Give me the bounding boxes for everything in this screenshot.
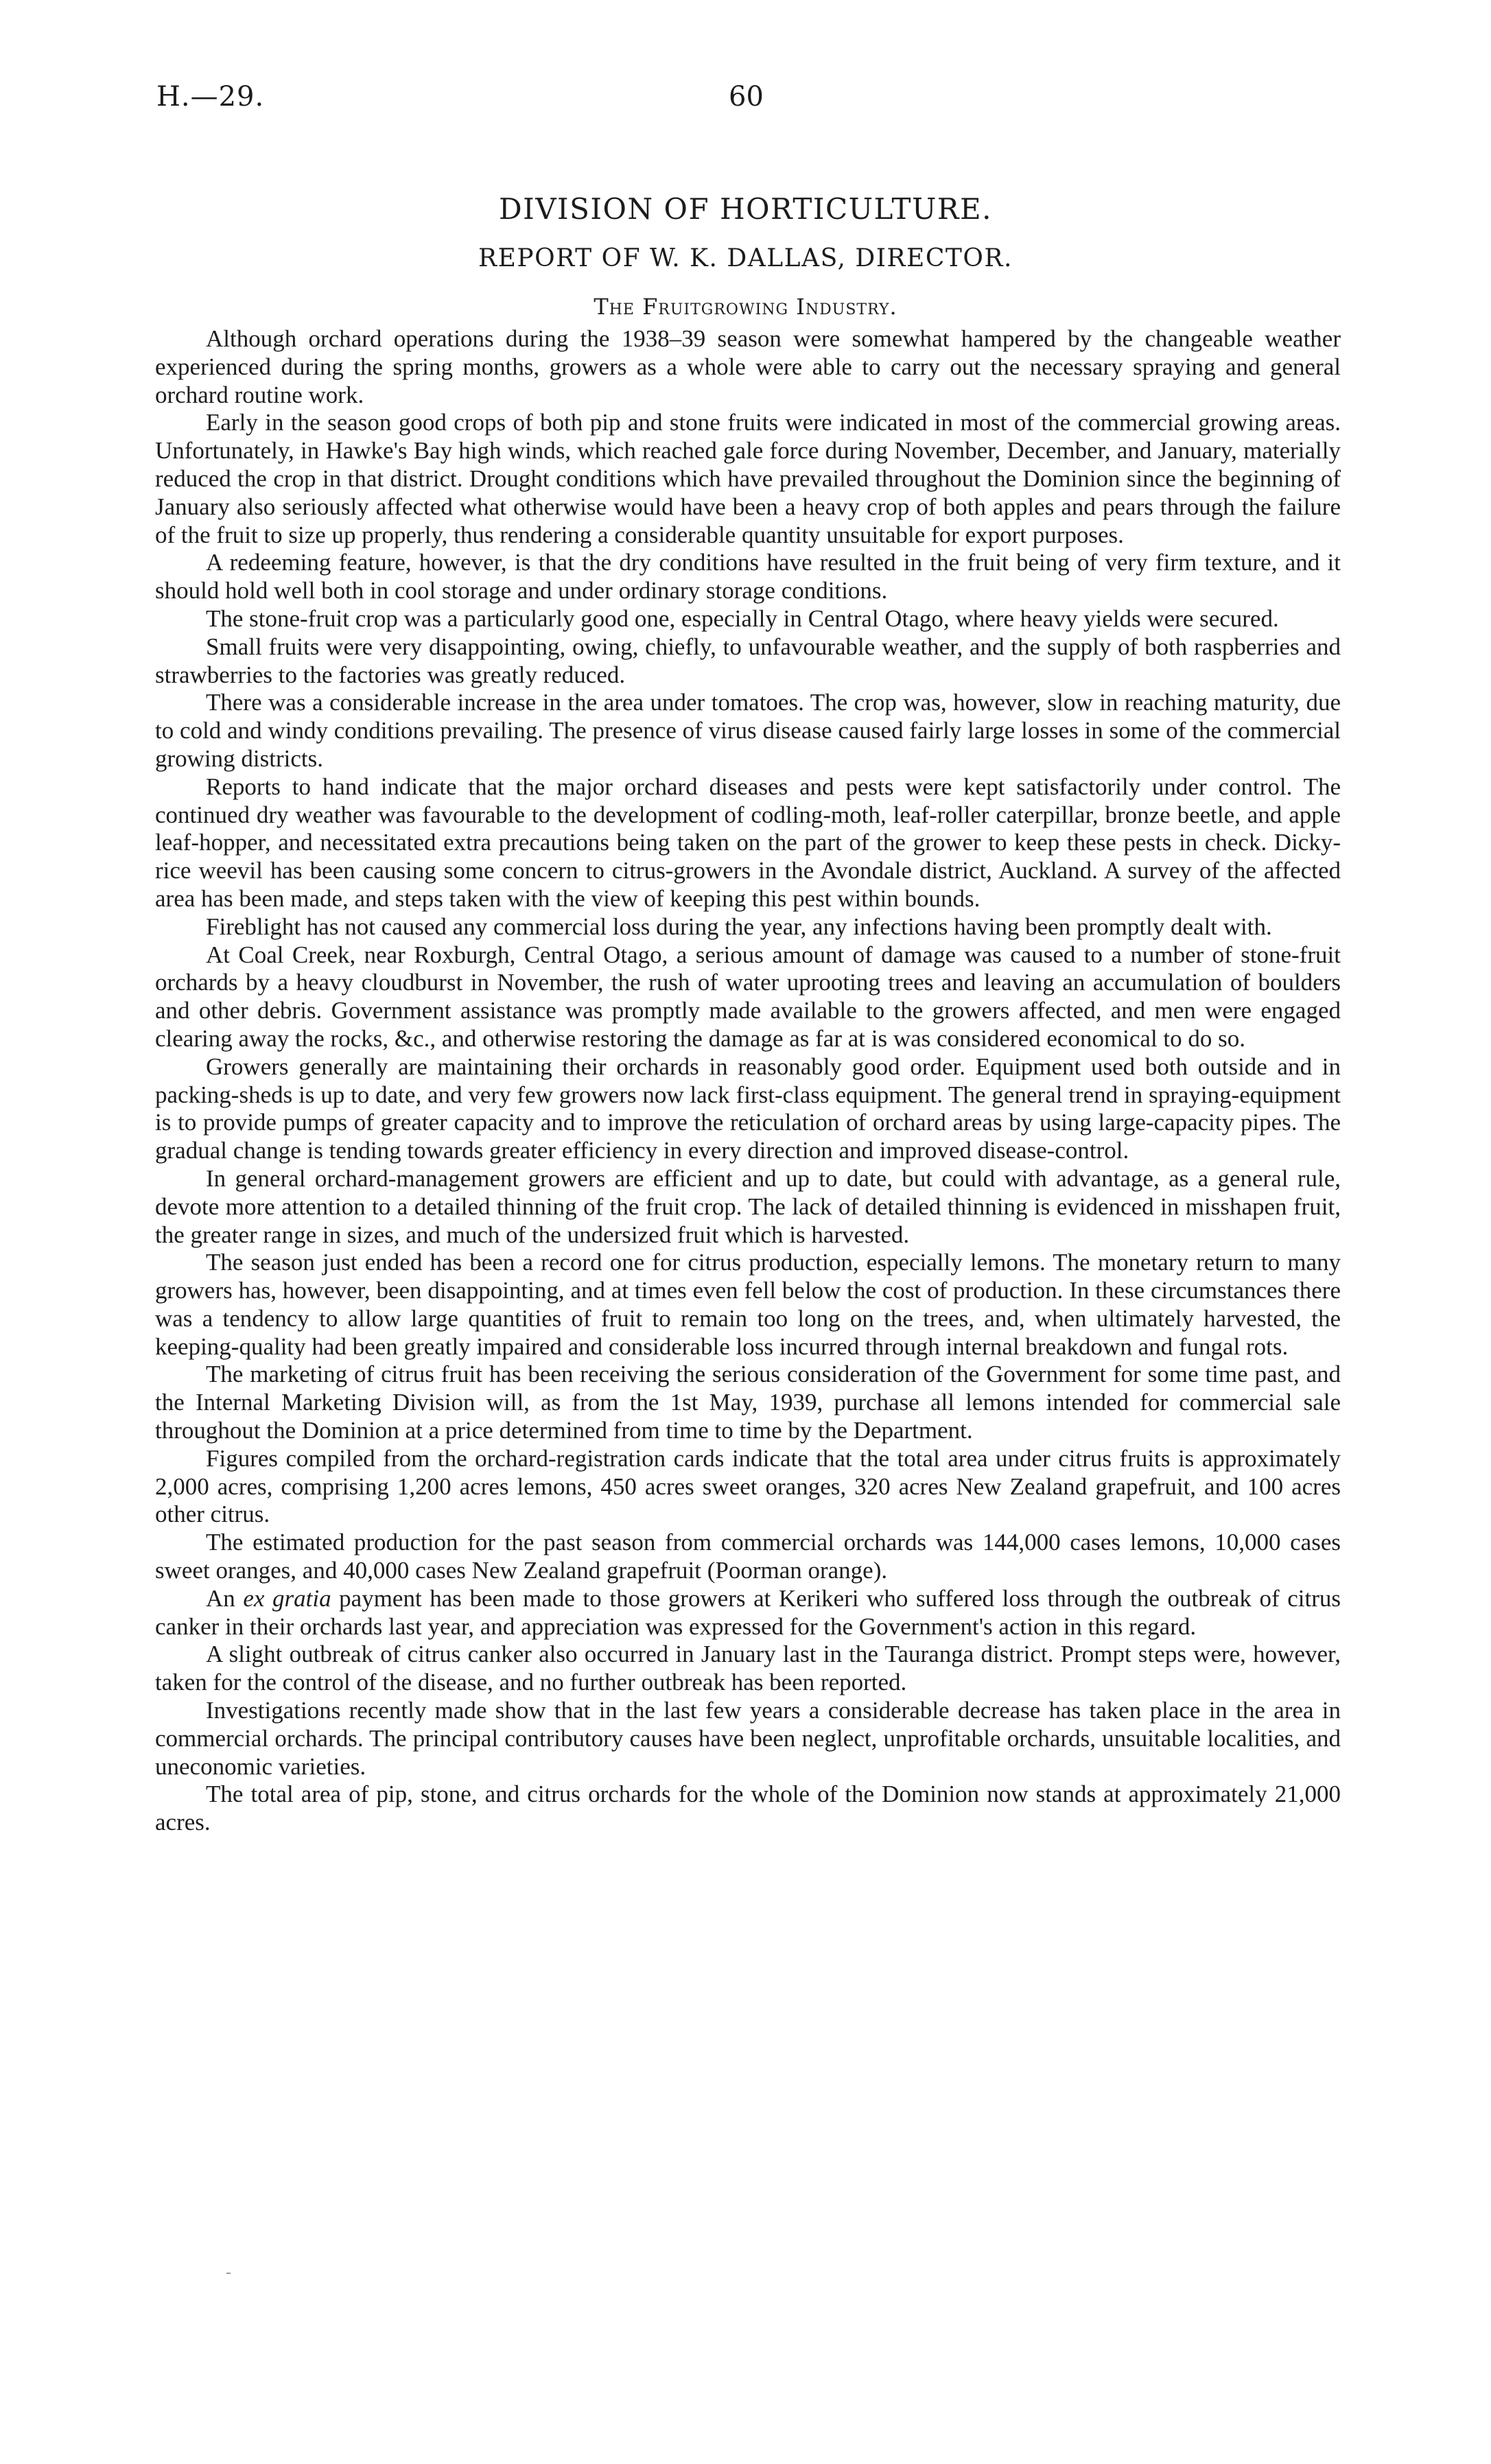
paragraph: The marketing of citrus fruit has been receiving the serious consideration of the Government for some time past, and the Internal Marketing Division will, as from the 1st May, 1939, purchase all lemons intended for commercial sale throughout the Dominion at a price determined from time to time by the Department. (155, 1361, 1341, 1444)
paragraph: Fireblight has not caused any commercial loss during the year, any infections having been promptly dealt with. (206, 913, 1272, 940)
paragraph: In general orchard-management growers are efficient and up to date, but could with advantage, as a general rule, devote more attention to a detailed thinning of the fruit crop. The lack of detailed thinning is evidenced in misshapen fruit, the greater range in sizes, and much of the undersized fruit which is harvested. (155, 1164, 1341, 1248)
paragraph: Early in the season good crops of both pip and stone fruits were indicated in most of the commercial growing areas. Unfortunately, in Hawke's Bay high winds, which reached gale force during November, December, and January, materially reduced the crop in that district. Drought conditions which have prevailed throughout the Dominion since the beginning of January also seriously affected what otherwise would have been a heavy crop of both apples and pears through the failure of the fruit to size up properly, thus rendering a considerable quantity unsuitable for export purposes. (155, 409, 1341, 548)
paragraph: The estimated production for the past season from commercial orchards was 144,000 cases lemons, 10,000 cases sweet oranges, and 40,000 cases New Zealand grapefruit (Poorman orange). (155, 1529, 1341, 1584)
paragraph: Although orchard operations during the 1938–39 season were somewhat hampered by the changeable weather experienced during the spring months, growers as a whole were able to carry out the necessary spraying and general orchard routine work. (155, 325, 1341, 408)
paragraph: Small fruits were very disappointing, owing, chiefly, to unfavourable weather, and the supply of both raspberries and strawberries to the factories was greatly reduced. (155, 633, 1341, 688)
paragraph: A redeeming feature, however, is that the dry conditions have resulted in the fruit being of very firm texture, and it should hold well both in cool storage and under ordinary storage conditions. (155, 549, 1341, 605)
paragraph: Reports to hand indicate that the major orchard diseases and pests were kept satisfactorily under control. The continued dry weather was favourable to the development of codling-moth, leaf-roller caterpillar, bronze beetle, and apple leaf-hopper, and necessitated extra precautions being taken on the part of the grower to keep these pests in check. Dicky-rice weevil has been causing some concern to citrus-growers in the Avondale district, Auckland. A survey of the affected area has been made, and steps taken with the view of keeping this pest within bounds. (155, 773, 1341, 912)
report-subtitle: REPORT OF W. K. DALLAS, DIRECTOR. (478, 244, 1013, 272)
paragraph: The season just ended has been a record one for citrus production, especially lemons. The monetary return to many growers has, however, been disappointing, and at times even fell below the cost of production. In these circumstances there was a tendency to allow large quantities of fruit to remain too long on the trees, and, when ultimately harvested, the keeping-quality had been greatly impaired and considerable loss incurred through internal breakdown and fungal rots. (155, 1249, 1341, 1360)
paragraph: The stone-fruit crop was a particularly good one, especially in Central Otago, where heavy yields were secured. (206, 605, 1279, 632)
paragraph: A slight outbreak of citrus canker also occurred in January last in the Tauranga district. Prompt steps were, however, taken for the control of the disease, and no further outbreak has been reported. (155, 1641, 1341, 1696)
paragraph: The total area of pip, stone, and citrus orchards for the whole of the Dominion now stands at approximately 21,000 acres. (155, 1781, 1341, 1836)
page-title: DIVISION OF HORTICULTURE. (498, 192, 993, 226)
section-heading: The Fruitgrowing Industry. (594, 294, 897, 320)
document-id: H.—29. (156, 81, 265, 113)
scan-mark (226, 2273, 231, 2274)
paragraph: Growers generally are maintaining their orchards in reasonably good order. Equipment used both outside and in packing-sheds is up to date, and very few growers now lack first-class equipment. The general trend in spraying-equipment is to provide pumps of greater capacity and to improve the reticulation of orchard areas by using large-capacity pipes. The gradual change is tending towards greater efficiency in every direction and improved disease-control. (155, 1053, 1341, 1164)
italic-phrase: ex gratia (243, 1584, 331, 1612)
paragraph: Figures compiled from the orchard-registration cards indicate that the total area under citrus fruits is approximately 2,000 acres, comprising 1,200 acres lemons, 450 acres sweet oranges, 320 acres New Zealand grapefruit, and 100 acres other citrus. (155, 1444, 1341, 1528)
paragraph: Investigations recently made show that in the last few years a considerable decrease has taken place in the area in commercial orchards. The principal contributory causes have been neglect, unprofitable orchards, unsuitable localities, and uneconomic varieties. (155, 1697, 1341, 1780)
page-number: 60 (729, 81, 764, 113)
paragraph: An ex gratia payment has been made to those growers at Kerikeri who suffered loss through the outbreak of citrus canker in their orchards last year, and appreciation was expressed for the Government's action in this regard. (155, 1584, 1341, 1640)
paragraph: There was a considerable increase in the area under tomatoes. The crop was, however, slow in reaching maturity, due to cold and windy conditions prevailing. The presence of virus disease caused fairly large losses in some of the commercial growing districts. (155, 689, 1341, 772)
paragraph: At Coal Creek, near Roxburgh, Central Otago, a serious amount of damage was caused to a number of stone-fruit orchards by a heavy cloudburst in November, the rush of water uprooting trees and leaving an accumulation of boulders and other debris. Government assistance was promptly made available to the growers affected, and men were engaged clearing away the rocks, &c., and otherwise restoring the damage as far at is was considered economical to do so. (155, 941, 1341, 1052)
body-text (155, 325, 1341, 1837)
